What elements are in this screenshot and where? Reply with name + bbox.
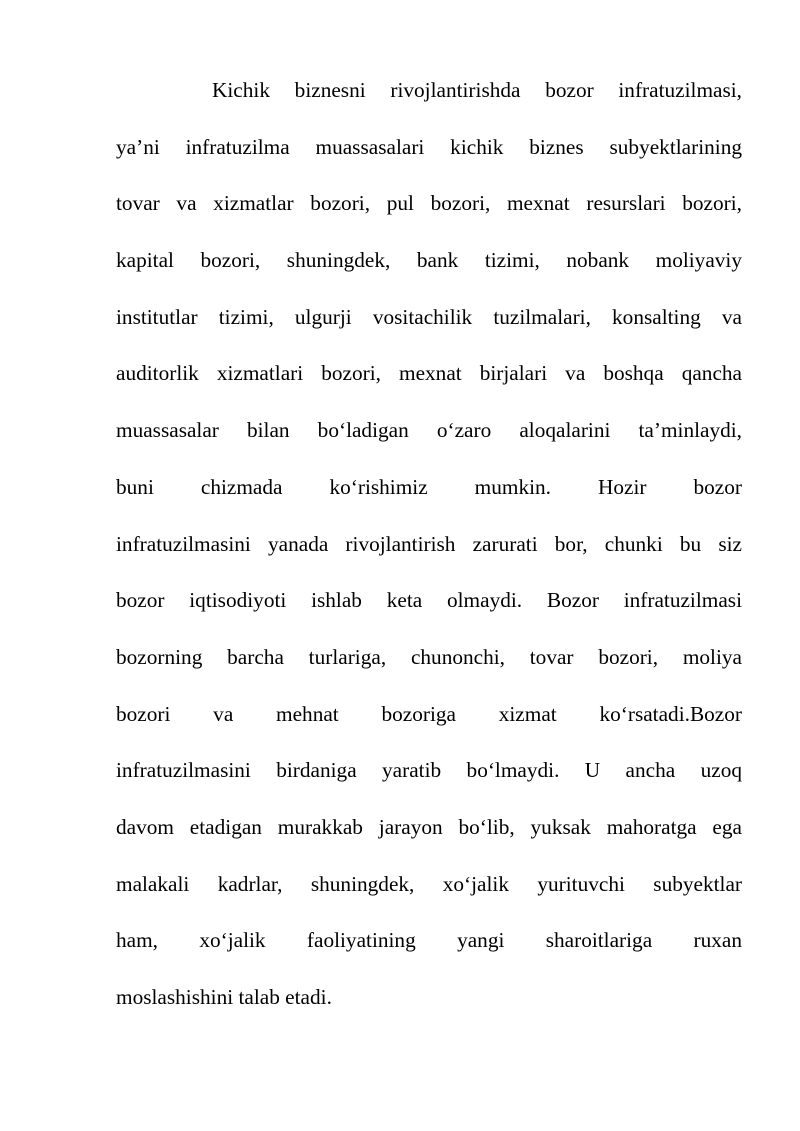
paragraph-line: kapital bozori, shuningdek, bank tizimi, nobank moliyaviy xyxy=(116,248,742,273)
paragraph-line: moslashishini talab etadi. xyxy=(116,985,332,1009)
paragraph-line: tovar va xizmatlar bozori, pul bozori, mexnat resurslari bozori, xyxy=(116,191,742,216)
paragraph-line: auditorlik xizmatlari bozori, mexnat birjalari va boshqa qancha xyxy=(116,361,742,386)
paragraph-line: bozori va mehnat bozoriga xizmat ko‘rsatadi.Bozor xyxy=(116,701,742,726)
paragraph-line: ham, xo‘jalik faoliyatining yangi sharoitlariga ruxan xyxy=(116,928,742,953)
paragraph-line: infratuzilmasini birdaniga yaratib bo‘lmaydi. U ancha uzoq xyxy=(116,758,742,783)
paragraph-line: bozorning barcha turlariga, chunonchi, tovar bozori, moliya xyxy=(116,644,742,669)
paragraph-line: institutlar tizimi, ulgurji vositachilik tuzilmalari, konsalting va xyxy=(116,304,742,329)
paragraph-line: bozor iqtisodiyoti ishlab keta olmaydi. Bozor infratuzilmasi xyxy=(116,588,742,613)
paragraph xyxy=(116,74,742,1038)
paragraph-line: buni chizmada ko‘rishimiz mumkin. Hozir bozor xyxy=(116,474,742,499)
paragraph-line: ya’ni infratuzilma muassasalari kichik biznes subyektlarining xyxy=(116,134,742,159)
paragraph-line: muassasalar bilan bo‘ladigan o‘zaro aloqalarini ta’minlaydi, xyxy=(116,418,742,443)
paragraph-line: Kichik biznesni rivojlantirishda bozor infratuzilmasi, xyxy=(212,78,742,102)
paragraph-line: davom etadigan murakkab jarayon bo‘lib, yuksak mahoratga ega xyxy=(116,814,742,839)
paragraph-line: malakali kadrlar, shuningdek, xo‘jalik yurituvchi subyektlar xyxy=(116,871,742,896)
paragraph-line: infratuzilmasini yanada rivojlantirish zarurati bor, chunki bu siz xyxy=(116,531,742,556)
